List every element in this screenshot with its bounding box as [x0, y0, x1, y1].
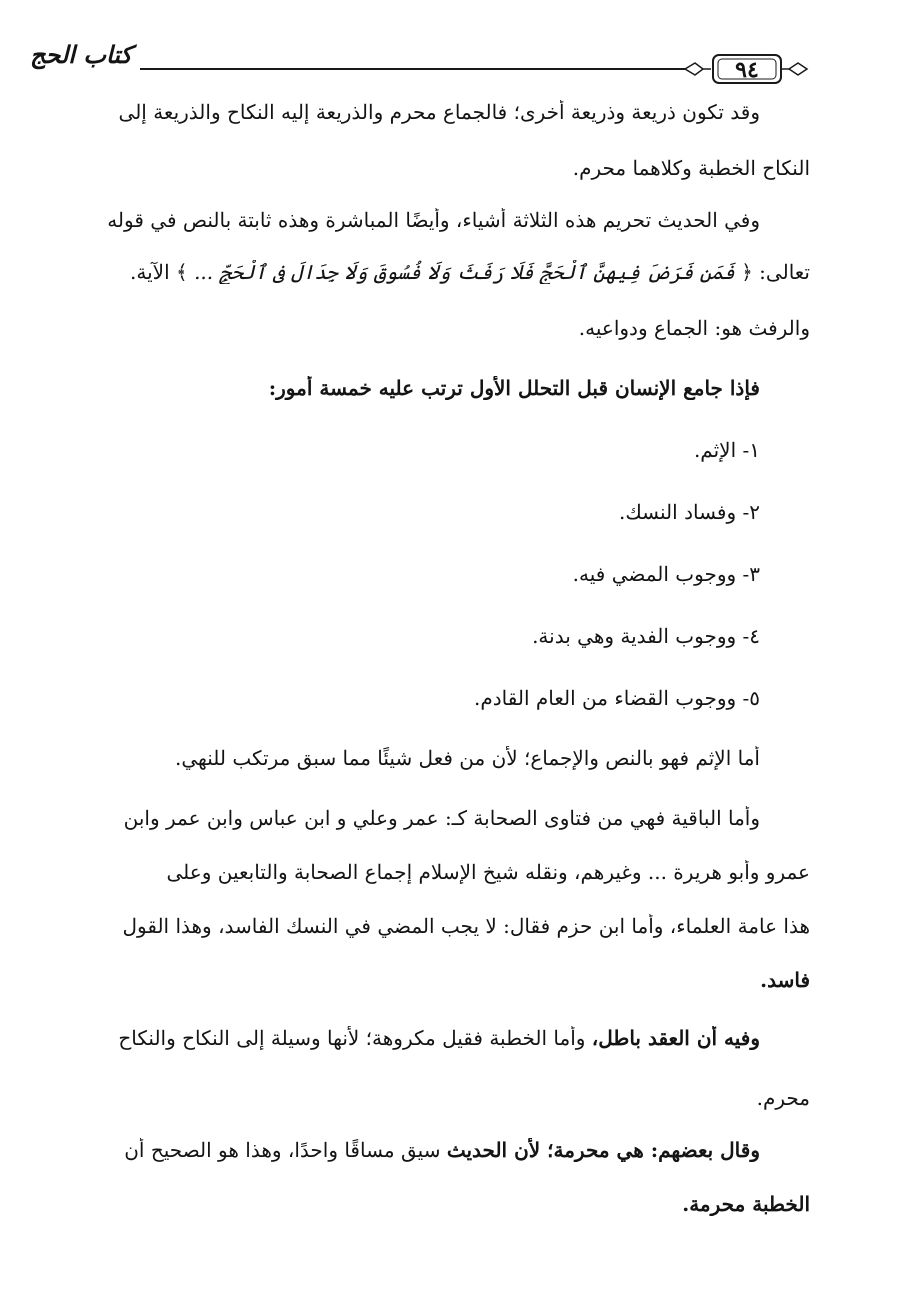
p1-line-1: وقد تكون ذريعة وذريعة أخرى؛ فالجماع محرم والذريعة إليه النكاح والذريعة إلى [118, 100, 760, 124]
list-item-1: ١- الإثم. [693, 438, 760, 462]
p6-line-1: وأما الباقية فهي من فتاوى الصحابة كـ: عمر وعلي و ابن عباس وابن عمر وابن [123, 806, 760, 830]
p1-line-2: النكاح الخطبة وكلاهما محرم. [572, 156, 810, 180]
p8-line-1 [124, 1138, 760, 1162]
p6-line-2: عمرو وأبو هريرة ... وغيرهم، ونقله شيخ الإسلام إجماع الصحابة والتابعين وعلى [166, 860, 810, 884]
p5-line: أما الإثم فهو بالنص والإجماع؛ لأن من فعل شيئًا مما سبق مرتكب للنهي. [175, 746, 760, 770]
p2-line-2-end: ﴾ الآية. [130, 260, 188, 284]
page-header [20, 28, 810, 98]
list-item-2: ٢- وفساد النسك. [618, 500, 760, 524]
p3-line: والرفث هو: الجماع ودواعيه. [578, 316, 810, 340]
list-item-4: ٤- ووجوب الفدية وهي بدنة. [532, 624, 760, 648]
list-item-3: ٣- ووجوب المضي فيه. [572, 562, 760, 586]
page-number-frame [685, 52, 810, 86]
p2-line-2-start: تعالى: ﴿ [741, 260, 810, 284]
p7-rest: وأما الخطبة فقيل مكروهة؛ لأنها وسيلة إلى النكاح والنكاح [118, 1026, 592, 1050]
header-rule [140, 68, 685, 70]
p8-rest: سيق مساقًا واحدًا، وهذا هو الصحيح أن [124, 1138, 447, 1162]
p8-bold: وقال بعضهم: هي محرمة؛ لأن الحديث [446, 1138, 760, 1162]
p7-line-1 [118, 1026, 760, 1050]
p6-line-3: هذا عامة العلماء، وأما ابن حزم فقال: لا يجب المضي في النسك الفاسد، وهذا القول [122, 914, 810, 938]
p6-line-4: فاسد. [760, 968, 810, 992]
running-title: كتاب الحج [30, 40, 132, 69]
p4-heading: فإذا جامع الإنسان قبل التحلل الأول ترتب عليه خمسة أمور: [268, 376, 760, 400]
p2-line-1: وفي الحديث تحريم هذه الثلاثة أشياء، وأيضًا المباشرة وهذه ثابتة بالنص في قوله [107, 208, 760, 232]
p7-line-2: محرم. [756, 1086, 810, 1110]
p7-bold: وفيه أن العقد باطل، [591, 1026, 760, 1050]
p2-line-2 [130, 260, 810, 284]
page-number: ٩٤ [735, 57, 759, 83]
p8-line-2: الخطبة محرمة. [682, 1192, 810, 1216]
quran-verse: فَمَن فَرَضَ فِيهِنَّ ٱلْحَجَّ فَلَا رَفَثَ وَلَا فُسُوقَ وَلَا جِدَالَ فِى ٱلْحَجِّ ... [194, 260, 735, 284]
list-item-5: ٥- ووجوب القضاء من العام القادم. [474, 686, 760, 710]
